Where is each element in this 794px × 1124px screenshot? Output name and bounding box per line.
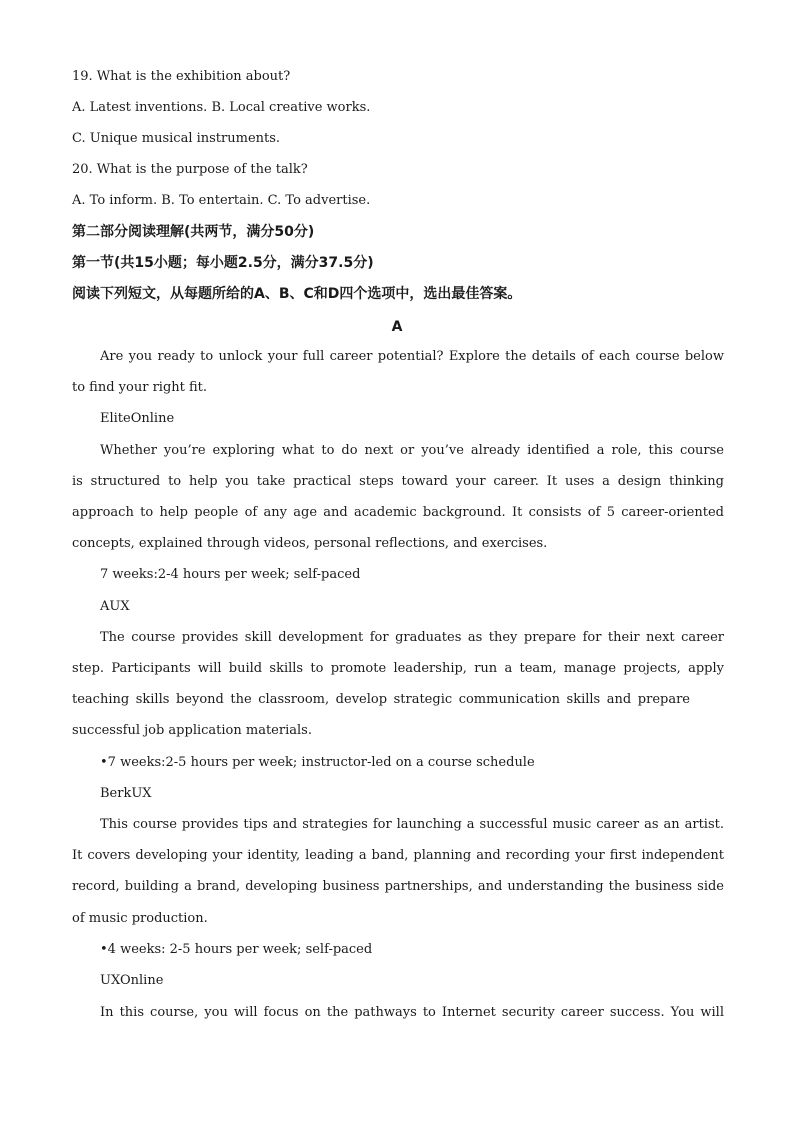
- reading-instruction: 阅读下列短文，从每题所给的A、B、C和D四个选项中，选出最佳答案。: [72, 286, 522, 302]
- course-description-line: This course provides tips and strategies for launching a successful music career as an artist.: [100, 817, 724, 832]
- course-name: BerkUX: [100, 786, 152, 801]
- question-20: 20. What is the purpose of the talk?: [72, 162, 308, 177]
- passage-label: A: [391, 319, 403, 335]
- course-name: UXOnline: [100, 973, 164, 988]
- course-details: •4 weeks: 2-5 hours per week; self-paced: [100, 942, 373, 957]
- course-description-line: record, building a brand, developing business partnerships, and understanding the business side: [72, 879, 724, 894]
- course-description-line: is structured to help you take practical steps toward your career. It uses a design thinking: [72, 474, 724, 489]
- question-19-options-ab: A. Latest inventions. B. Local creative works.: [72, 100, 371, 115]
- course-description-line: Whether you’re exploring what to do next or you’ve already identified a role, this course: [100, 443, 724, 458]
- course-description-line: successful job application materials.: [72, 723, 312, 738]
- course-description-line: teaching skills beyond the classroom, develop strategic communication skills and prepare: [72, 692, 690, 707]
- intro-line: to find your right fit.: [72, 380, 208, 395]
- section-one-heading: 第一节(共15小题；每小题2.5分，满分37.5分): [72, 255, 374, 271]
- intro-line: Are you ready to unlock your full career potential? Explore the details of each course below: [100, 349, 724, 364]
- question-19-option-c: C. Unique musical instruments.: [72, 131, 281, 146]
- course-description-line: approach to help people of any age and academic background. It consists of 5 career-oriented: [72, 505, 724, 520]
- course-details: •7 weeks:2-5 hours per week; instructor-led on a course schedule: [100, 755, 535, 770]
- question-19: 19. What is the exhibition about?: [72, 69, 291, 84]
- course-description-line: In this course, you will focus on the pathways to Internet security career success. You will: [100, 1005, 724, 1020]
- course-description-line: concepts, explained through videos, personal reflections, and exercises.: [72, 536, 548, 551]
- course-description-line: It covers developing your identity, leading a band, planning and recording your first independent: [72, 848, 724, 863]
- course-description-line: step. Participants will build skills to promote leadership, run a team, manage projects, apply: [72, 661, 724, 676]
- course-details: 7 weeks:2-4 hours per week; self-paced: [100, 567, 361, 582]
- question-20-options: A. To inform. B. To entertain. C. To advertise.: [72, 193, 371, 208]
- course-description-line: The course provides skill development for graduates as they prepare for their next career: [100, 630, 724, 645]
- part-two-heading: 第二部分阅读理解(共两节，满分50分): [72, 224, 315, 240]
- course-name: EliteOnline: [100, 411, 175, 426]
- course-name: AUX: [100, 599, 130, 614]
- course-description-line: of music production.: [72, 911, 208, 926]
